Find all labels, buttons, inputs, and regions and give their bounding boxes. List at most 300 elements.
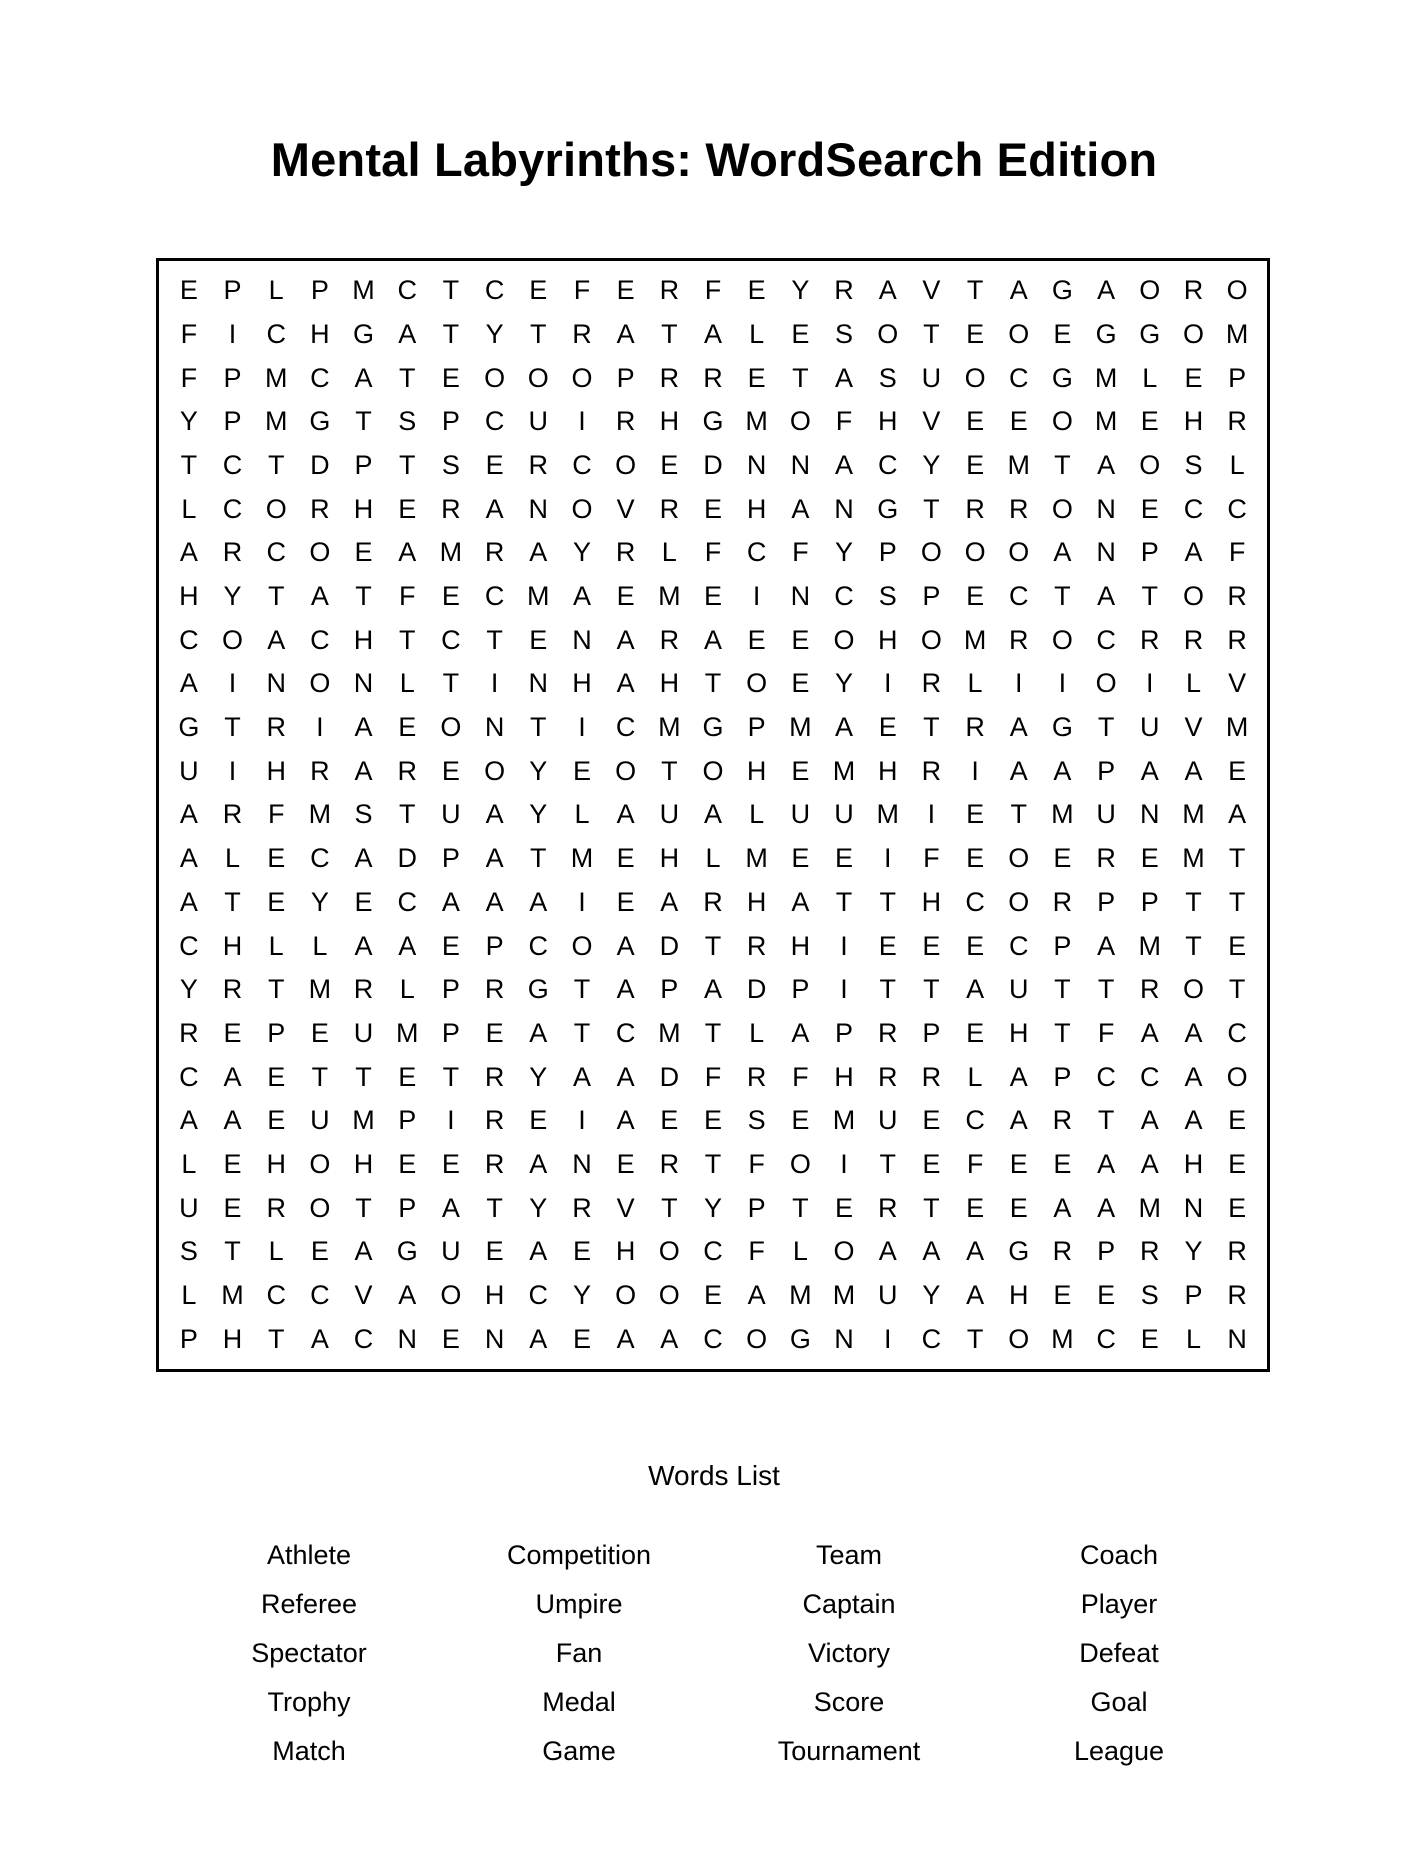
grid-letter: A <box>835 450 854 481</box>
grid-letter: C <box>834 581 854 612</box>
grid-letter: F <box>835 406 853 437</box>
grid-letter: P <box>616 362 635 393</box>
grid-letter: L <box>705 843 721 874</box>
grid-letter: A <box>1184 1105 1203 1136</box>
grid-letter: A <box>703 974 722 1005</box>
grid-letter: R <box>877 1061 898 1092</box>
grid-letter: A <box>179 799 198 830</box>
grid-letter: I <box>1014 668 1023 699</box>
grid-letter: E <box>179 275 198 306</box>
grid-letter: T <box>180 450 198 481</box>
grid-letter: E <box>922 1148 941 1179</box>
grid-letter: T <box>1097 1105 1115 1136</box>
grid-letter: M <box>832 1279 856 1310</box>
grid-letter: H <box>877 406 898 437</box>
grid-letter: E <box>1228 1105 1247 1136</box>
grid-letter: O <box>440 712 462 743</box>
grid-letter: O <box>1182 974 1204 1005</box>
grid-letter: T <box>224 886 241 917</box>
grid-letter: P <box>1097 755 1116 786</box>
grid-letter: C <box>572 450 592 481</box>
grid-letter: I <box>447 1105 455 1136</box>
grid-letter: I <box>316 712 324 743</box>
grid-letter: U <box>528 406 549 437</box>
grid-letter: E <box>441 362 460 393</box>
grid-letter: N <box>1096 493 1116 524</box>
grid-letter: P <box>1053 930 1072 961</box>
grid-letter: A <box>616 319 635 350</box>
grid-letter: H <box>746 886 767 917</box>
grid-letter: E <box>441 581 460 612</box>
grid-letter: T <box>442 319 460 350</box>
grid-letter: E <box>223 1148 242 1179</box>
grid-letter: I <box>927 799 936 830</box>
grid-letter: Y <box>703 1192 722 1223</box>
grid-letter: E <box>966 581 985 612</box>
grid-letter: C <box>222 450 243 481</box>
word-list-item: Victory <box>807 1638 891 1668</box>
grid-letter: Y <box>791 275 810 306</box>
grid-letter: N <box>484 1323 505 1354</box>
grid-letter: H <box>222 930 243 961</box>
grid-letter: U <box>441 1236 461 1267</box>
grid-letter: P <box>1140 537 1159 568</box>
grid-letter: E <box>703 581 722 612</box>
grid-letter: O <box>964 362 986 393</box>
grid-letter: O <box>1008 886 1030 917</box>
grid-letter: R <box>397 755 417 786</box>
grid-letter: P <box>878 537 897 568</box>
grid-letter: A <box>529 886 548 917</box>
grid-letter: L <box>1185 668 1201 699</box>
grid-letter: M <box>832 1105 856 1136</box>
grid-letter: R <box>965 712 985 743</box>
grid-letter: N <box>572 624 592 655</box>
grid-letter: H <box>921 886 942 917</box>
grid-letter: Y <box>223 581 242 612</box>
grid-letter: A <box>1184 1061 1203 1092</box>
grid-letter: H <box>1183 1148 1204 1179</box>
grid-letter: E <box>791 668 810 699</box>
grid-letter: P <box>1097 1236 1116 1267</box>
grid-letter: L <box>967 1061 983 1092</box>
grid-letter: N <box>790 450 811 481</box>
grid-letter: A <box>616 1105 635 1136</box>
grid-letter: C <box>965 1105 985 1136</box>
grid-letter: T <box>442 668 460 699</box>
grid-letter: A <box>835 362 854 393</box>
grid-letter: H <box>1009 1017 1029 1048</box>
grid-letter: E <box>529 275 548 306</box>
grid-letter: A <box>1009 755 1028 786</box>
grid-letter: M <box>1007 450 1030 481</box>
grid-letter: L <box>312 930 328 961</box>
grid-letter: A <box>179 886 198 917</box>
grid-letter: A <box>398 319 417 350</box>
grid-letter: A <box>616 668 635 699</box>
grid-letter: C <box>1227 493 1247 524</box>
grid-letter: I <box>883 843 892 874</box>
grid-letter: R <box>1009 493 1029 524</box>
grid-letter: O <box>571 362 593 393</box>
grid-letter: R <box>1052 1236 1073 1267</box>
grid-letter: T <box>267 974 285 1005</box>
grid-letter: E <box>1053 1148 1072 1179</box>
grid-letter: N <box>1140 799 1160 830</box>
grid-letter: H <box>877 624 898 655</box>
word-list-item: League <box>1073 1736 1165 1766</box>
grid-letter: M <box>352 275 375 306</box>
grid-letter: Y <box>310 886 329 917</box>
grid-letter: E <box>1140 1323 1159 1354</box>
grid-letter: H <box>353 493 374 524</box>
grid-letter: T <box>704 930 722 961</box>
grid-letter: I <box>578 1105 586 1136</box>
grid-letter: E <box>703 493 722 524</box>
grid-letter: M <box>1138 930 1162 961</box>
grid-letter: R <box>353 974 374 1005</box>
grid-letter: N <box>484 712 505 743</box>
grid-letter: A <box>616 930 635 961</box>
grid-letter: E <box>791 1105 810 1136</box>
grid-letter: A <box>1097 1148 1116 1179</box>
grid-letter: C <box>1096 1323 1116 1354</box>
grid-letter: Y <box>922 1279 941 1310</box>
grid-letter: M <box>1138 1192 1162 1223</box>
grid-letter: N <box>572 1148 592 1179</box>
grid-letter: T <box>311 1061 329 1092</box>
grid-letter: M <box>745 406 768 437</box>
grid-letter: L <box>268 275 284 306</box>
grid-letter: T <box>1054 581 1071 612</box>
grid-letter: T <box>486 1192 503 1223</box>
grid-letter: T <box>486 624 503 655</box>
grid-letter: R <box>659 624 680 655</box>
grid-letter: R <box>484 1061 505 1092</box>
grid-letter: E <box>1009 1192 1028 1223</box>
grid-letter: O <box>1008 537 1030 568</box>
grid-letter: A <box>354 712 373 743</box>
grid-letter: A <box>616 1061 635 1092</box>
grid-letter: O <box>833 624 855 655</box>
grid-letter: L <box>749 799 765 830</box>
grid-letter: G <box>1051 362 1073 393</box>
grid-letter: P <box>835 1017 854 1048</box>
grid-letter: C <box>703 1236 723 1267</box>
grid-letter: M <box>308 974 332 1005</box>
grid-letter: A <box>1097 450 1116 481</box>
grid-letter: E <box>922 930 941 961</box>
grid-letter: R <box>921 668 942 699</box>
grid-letter: N <box>834 493 854 524</box>
grid-letter: E <box>354 886 373 917</box>
grid-letter: M <box>1225 712 1249 743</box>
grid-letter: O <box>833 1236 855 1267</box>
grid-letter: R <box>572 319 592 350</box>
grid-letter: C <box>528 1279 549 1310</box>
grid-letter: O <box>1008 1323 1030 1354</box>
grid-letter: O <box>746 1323 768 1354</box>
grid-letter: R <box>266 1192 286 1223</box>
grid-letter: N <box>266 668 286 699</box>
grid-letter: E <box>1097 1279 1116 1310</box>
grid-letter: M <box>745 843 768 874</box>
grid-letter: R <box>1140 974 1160 1005</box>
grid-letter: L <box>399 668 415 699</box>
grid-letter: R <box>965 493 985 524</box>
grid-letter: M <box>264 406 288 437</box>
grid-letter: E <box>878 712 897 743</box>
grid-letter: L <box>225 843 241 874</box>
grid-letter: E <box>703 1105 722 1136</box>
grid-letter: A <box>485 886 504 917</box>
grid-letter: M <box>1225 319 1249 350</box>
grid-letter: E <box>529 624 548 655</box>
grid-letter: N <box>746 450 767 481</box>
word-list-item: Coach <box>1079 1540 1159 1570</box>
grid-letter: U <box>1009 974 1029 1005</box>
grid-letter: A <box>1140 1017 1159 1048</box>
grid-letter: L <box>1142 362 1158 393</box>
grid-letter: E <box>966 799 985 830</box>
grid-letter: A <box>1097 1192 1116 1223</box>
grid-letter: H <box>659 668 680 699</box>
grid-letter: F <box>792 537 809 568</box>
grid-letter: M <box>658 581 681 612</box>
grid-letter: P <box>922 1017 941 1048</box>
grid-letter: M <box>1094 406 1118 437</box>
grid-letter: R <box>528 450 549 481</box>
grid-letter: A <box>179 1105 198 1136</box>
grid-letter: C <box>310 843 330 874</box>
grid-letter: O <box>265 493 287 524</box>
grid-letter: O <box>1051 624 1073 655</box>
grid-letter: F <box>966 1148 984 1179</box>
grid-letter: E <box>572 1236 591 1267</box>
grid-letter: R <box>222 974 243 1005</box>
grid-letter: A <box>1097 581 1116 612</box>
grid-letter: R <box>1227 581 1247 612</box>
grid-letter: T <box>661 755 678 786</box>
grid-letter: P <box>267 1017 286 1048</box>
grid-letter: R <box>484 1148 505 1179</box>
grid-letter: R <box>615 537 636 568</box>
grid-letter: R <box>877 1192 898 1223</box>
grid-letter: R <box>746 930 767 961</box>
grid-letter: G <box>877 493 899 524</box>
grid-letter: R <box>1052 886 1073 917</box>
grid-letter: T <box>923 974 940 1005</box>
grid-letter: P <box>179 1323 198 1354</box>
grid-letter: U <box>179 755 199 786</box>
grid-letter: R <box>484 974 505 1005</box>
grid-letter: E <box>267 1105 286 1136</box>
grid-letter: Y <box>835 537 854 568</box>
grid-letter: D <box>397 843 417 874</box>
grid-letter: P <box>922 581 941 612</box>
grid-letter: E <box>966 450 985 481</box>
grid-letter: T <box>398 450 416 481</box>
grid-letter: L <box>792 1236 808 1267</box>
grid-letter: O <box>1139 450 1161 481</box>
grid-letter: C <box>615 1017 636 1048</box>
grid-letter: H <box>179 581 199 612</box>
grid-letter: P <box>223 406 242 437</box>
grid-letter: A <box>529 1017 548 1048</box>
grid-letter: U <box>441 799 461 830</box>
grid-letter: E <box>1140 406 1159 437</box>
grid-letter: C <box>397 275 417 306</box>
grid-letter: G <box>353 319 375 350</box>
grid-letter: F <box>923 843 940 874</box>
grid-letter: A <box>922 1236 941 1267</box>
word-list-item: Umpire <box>535 1589 623 1619</box>
grid-letter: E <box>1228 755 1247 786</box>
grid-letter: S <box>179 1236 198 1267</box>
grid-letter: T <box>1185 930 1202 961</box>
grid-letter: A <box>616 1323 635 1354</box>
grid-letter: Y <box>922 450 941 481</box>
grid-letter: T <box>224 712 241 743</box>
grid-letter: A <box>1140 1148 1159 1179</box>
grid-letter: A <box>1140 755 1159 786</box>
grid-letter: I <box>883 668 892 699</box>
grid-letter: F <box>573 275 591 306</box>
grid-letter: C <box>1140 1061 1160 1092</box>
grid-letter: T <box>398 799 416 830</box>
grid-letter: N <box>1227 1323 1247 1354</box>
grid-letter: H <box>746 755 767 786</box>
grid-letter: R <box>659 362 680 393</box>
grid-letter: A <box>398 930 417 961</box>
grid-letter: R <box>572 1192 592 1223</box>
grid-letter: P <box>485 930 504 961</box>
grid-letter: M <box>789 1279 812 1310</box>
grid-letter: E <box>791 624 810 655</box>
grid-letter: I <box>578 886 586 917</box>
grid-letter: T <box>835 886 853 917</box>
grid-letter: E <box>747 275 766 306</box>
grid-letter: O <box>484 755 506 786</box>
grid-letter: T <box>792 362 809 393</box>
grid-letter: T <box>923 1192 940 1223</box>
grid-letter: R <box>1183 624 1204 655</box>
grid-letter: R <box>310 755 330 786</box>
grid-letter: A <box>616 799 635 830</box>
grid-letter: O <box>222 624 244 655</box>
grid-letter: M <box>963 624 987 655</box>
grid-letter: L <box>181 1148 197 1179</box>
grid-letter: Y <box>835 668 854 699</box>
grid-letter: U <box>310 1105 330 1136</box>
grid-letter: L <box>181 493 197 524</box>
grid-letter: T <box>661 1192 678 1223</box>
word-list-item: Athlete <box>266 1540 352 1570</box>
grid-letter: E <box>1184 362 1203 393</box>
grid-letter: C <box>179 1061 199 1092</box>
grid-letter: P <box>1140 886 1159 917</box>
grid-letter: R <box>484 537 505 568</box>
grid-letter: M <box>1051 799 1074 830</box>
grid-letter: E <box>1228 1148 1247 1179</box>
grid-letter: T <box>398 624 416 655</box>
grid-letter: O <box>440 1279 462 1310</box>
grid-letter: P <box>310 275 329 306</box>
grid-letter: A <box>179 668 198 699</box>
grid-letter: A <box>1184 1017 1203 1048</box>
grid-letter: E <box>747 624 766 655</box>
grid-letter: E <box>835 1192 854 1223</box>
grid-letter: H <box>266 1148 286 1179</box>
grid-letter: R <box>179 1017 199 1048</box>
grid-letter: C <box>965 886 985 917</box>
grid-letter: O <box>309 537 331 568</box>
grid-letter: T <box>530 712 547 743</box>
grid-letter: E <box>616 843 635 874</box>
words-list-heading: Words List <box>648 1460 780 1491</box>
grid-letter: R <box>834 275 854 306</box>
grid-letter: E <box>267 1061 286 1092</box>
grid-letter: P <box>747 712 766 743</box>
grid-letter: R <box>1183 275 1204 306</box>
grid-letter: A <box>354 755 373 786</box>
grid-letter: C <box>484 406 505 437</box>
grid-letter: P <box>1053 1061 1072 1092</box>
word-list-item: Match <box>272 1736 346 1766</box>
grid-letter: M <box>439 537 463 568</box>
grid-letter: L <box>268 1236 284 1267</box>
grid-letter: O <box>702 755 724 786</box>
grid-letter: C <box>484 581 505 612</box>
grid-letter: S <box>747 1105 766 1136</box>
grid-letter: Y <box>179 974 198 1005</box>
grid-letter: I <box>578 712 586 743</box>
grid-letter: I <box>228 755 237 786</box>
grid-letter: A <box>1053 537 1072 568</box>
grid-letter: O <box>1008 843 1030 874</box>
grid-letter: T <box>1185 886 1202 917</box>
grid-letter: A <box>354 930 373 961</box>
grid-letter: C <box>746 537 767 568</box>
grid-letter: P <box>441 1017 460 1048</box>
grid-letter: A <box>1009 712 1028 743</box>
grid-letter: A <box>660 886 679 917</box>
grid-letter: A <box>1009 1105 1028 1136</box>
grid-letter: H <box>746 493 767 524</box>
grid-letter: A <box>1184 755 1203 786</box>
grid-letter: E <box>1009 406 1028 437</box>
grid-letter: S <box>354 799 373 830</box>
grid-letter: U <box>1096 799 1116 830</box>
grid-letter: C <box>441 624 461 655</box>
grid-letter: M <box>832 755 856 786</box>
grid-letter: A <box>354 362 373 393</box>
grid-letter: R <box>1009 624 1029 655</box>
grid-letter: P <box>747 1192 766 1223</box>
grid-letter: P <box>441 406 460 437</box>
grid-letter: E <box>354 537 373 568</box>
grid-letter: A <box>529 1236 548 1267</box>
grid-letter: N <box>397 1323 417 1354</box>
word-list-item: Score <box>813 1687 885 1717</box>
grid-letter: A <box>703 319 722 350</box>
grid-letter: A <box>966 1236 985 1267</box>
grid-letter: A <box>310 1323 329 1354</box>
word-list-item: Trophy <box>267 1687 351 1717</box>
grid-letter: A <box>441 886 460 917</box>
grid-letter: T <box>1054 974 1071 1005</box>
grid-letter: C <box>528 930 549 961</box>
